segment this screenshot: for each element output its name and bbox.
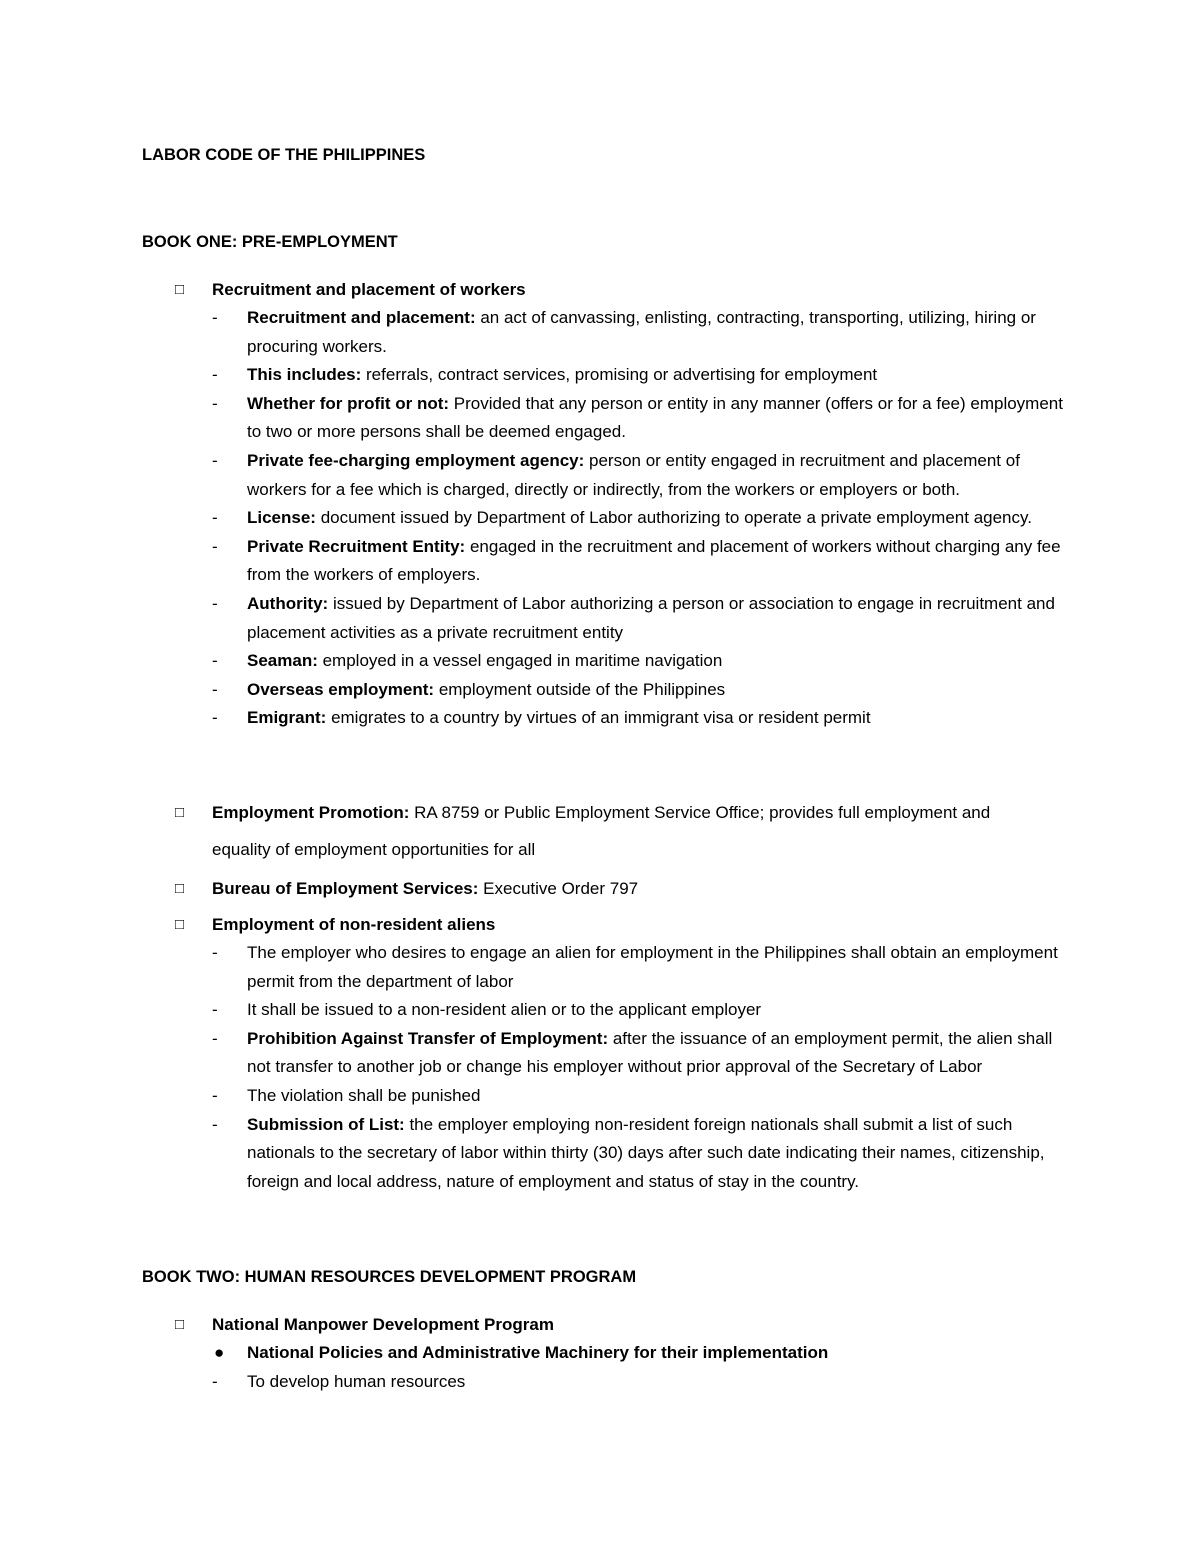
item-term: Whether for profit or not: [247,393,450,413]
dash-bullet-icon: - [212,1114,218,1134]
dash-bullet-icon: - [212,943,218,962]
topic-marker-icon: □ [175,281,185,298]
item-text: emigrates to a country by virtues of an immigrant visa or resident permit [326,708,871,728]
dash-bullet-icon: - [212,1000,218,1020]
list-item [212,647,1067,676]
list-item [212,939,1067,996]
dash-bullet-icon: - [212,365,218,385]
list-item [212,304,1067,361]
list-item [212,361,1067,390]
item-text: employment outside of the Philippines [434,679,726,699]
item-text: issued by Department of Labor authorizing a person or association to engage in recruitment and placement activities as a private recruitment entity [247,593,1055,642]
item-term: Private fee-charging employment agency: [247,450,585,470]
list-item [212,1082,1067,1111]
dash-bullet-icon: - [212,393,218,413]
list-item [212,390,1067,447]
topic-marker-icon: □ [175,916,185,933]
list-item [212,533,1067,590]
book-one-heading: BOOK ONE: PRE-EMPLOYMENT [142,233,398,251]
dash-bullet-icon: - [212,1028,218,1048]
promotion-term: Employment Promotion: [212,803,410,822]
item-text: Provided that any person or entity in any manner (offers or for a fee) employment to two or more persons shall be deemed engaged. [247,393,1063,442]
item-text: The employer who desires to engage an alien for employment in the Philippines shall obtain an employment permit from the department of labor [247,943,1058,991]
item-text: an act of canvassing, enlisting, contracting, transporting, utilizing, hiring or procuring workers. [247,308,1036,356]
item-term: License: [247,508,316,528]
item-term: Private Recruitment Entity: [247,536,466,556]
item-text: person or entity engaged in recruitment and placement of workers for a fee which is charged, directly or indirectly, from the workers or employers or both. [247,450,1020,499]
item-term: Submission of List: [247,1114,405,1134]
topic-marker-icon: □ [175,1316,185,1333]
item-text: after the issuance of an employment permit, the alien shall not transfer to another job or change his employer without prior approval of the Secretary of Labor [247,1028,1053,1077]
bureau-term: Bureau of Employment Services: [212,879,479,898]
topic-title: National Manpower Development Program [212,1315,554,1334]
list-item [212,1025,1067,1082]
book-two-heading: BOOK TWO: HUMAN RESOURCES DEVELOPMENT PROGRAM [142,1268,637,1286]
bureau-text: Executive Order 797 [478,879,639,898]
item-text: document issued by Department of Labor authorizing to operate a private employment agency. [315,508,1032,528]
policies-title: National Policies and Administrative Machinery for their implementation [247,1343,829,1362]
dash-bullet-icon: - [212,536,218,556]
aliens-list [212,939,1075,1196]
book-two-list [212,1368,1075,1397]
dash-bullet-icon: - [212,450,218,470]
list-item [212,504,1067,533]
item-text: engaged in the recruitment and placement of workers without charging any fee from the workers of employers. [247,536,1061,585]
item-text: the employer employing non-resident foreign nationals shall submit a list of such nationals to the secretary of labor within thirty (30) days after such date indicating their names, citizenship, foreign and local address, nature of employment and status of stay in the country. [247,1114,1045,1191]
dash-bullet-icon: - [212,679,218,699]
topic-non-resident-aliens [175,910,1075,1196]
item-text: referrals, contract services, promising or advertising for employment [361,365,878,385]
item-term: This includes: [247,365,362,385]
list-item [212,1111,1067,1197]
dash-bullet-icon: - [212,593,218,613]
topic-bureau [175,870,1075,907]
recruitment-definitions-list [212,304,1075,733]
dash-bullet-icon: - [212,308,218,327]
list-item [212,590,1067,647]
topic-title: Employment of non-resident aliens [212,915,496,934]
list-item [212,1368,1067,1397]
list-item [212,676,1067,705]
topic-marker-icon: □ [175,804,185,821]
dash-bullet-icon: - [212,1371,218,1391]
item-term: Prohibition Against Transfer of Employment: [247,1028,609,1048]
list-item [212,704,1067,733]
promotion-text: RA 8759 or Public Employment Service Office; provides full employment and equality of employment opportunities for all [212,803,991,859]
topic-marker-icon: □ [175,880,185,897]
topic-employment-promotion [175,794,1075,868]
dash-bullet-icon: - [212,651,218,671]
item-term: Emigrant: [247,708,327,728]
policies-item [212,1339,1075,1368]
bullet-dot-icon: ● [214,1343,225,1362]
topic-recruitment [175,275,1075,733]
topic-manpower-program [175,1310,1075,1396]
item-term: Seaman: [247,651,318,671]
item-text: It shall be issued to a non-resident alien or to the applicant employer [247,1000,762,1020]
item-text: employed in a vessel engaged in maritime navigation [317,651,723,671]
dash-bullet-icon: - [212,708,218,728]
item-term: Authority: [247,593,329,613]
list-item [212,996,1067,1025]
dash-bullet-icon: - [212,508,218,528]
dash-bullet-icon: - [212,1085,218,1105]
topic-title: Recruitment and placement of workers [212,280,526,299]
list-item [212,447,1067,504]
item-text: To develop human resources [247,1371,466,1391]
item-term: Recruitment and placement: [247,308,476,327]
document-title: LABOR CODE OF THE PHILIPPINES [142,146,426,164]
item-term: Overseas employment: [247,679,435,699]
item-text: The violation shall be punished [247,1085,481,1105]
